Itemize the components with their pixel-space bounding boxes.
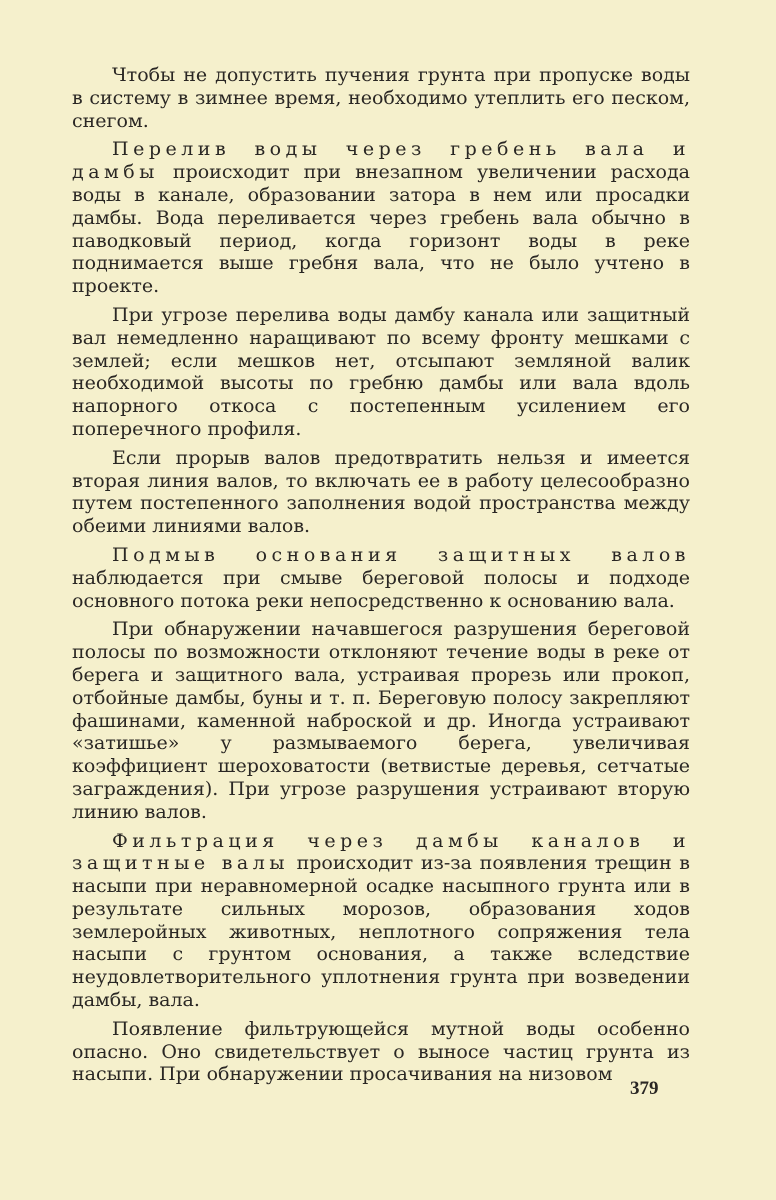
paragraph-7 <box>72 830 690 1012</box>
paragraph-3-text: При угрозе перелива воды дамбу канала или защитный вал немедленно наращивают по всему фронту мешками с землей; если мешков нет, отсыпают земляной валик необходимой высоты по гребню дамбы или вала вдоль напорного откоса с постепенным усилением его поперечного профиля. <box>72 303 690 440</box>
paragraph-7-text: происходит из-за появления трещин в насыпи при неравномерной осадке насыпного грунта или в результате сильных морозов, образования ходов землеройных животных, неплотного сопряжения тела насыпи с грунтом основания, а также вследствие неудовлетворительного уплотнения грунта при возведении дамбы, вала. <box>72 852 690 1012</box>
paragraph-3 <box>72 304 690 441</box>
paragraph-5 <box>72 544 690 612</box>
paragraph-6-text: При обнаружении начавшегося разрушения береговой полосы по возможности отклоняют течение воды в реке от берега и защитного вала, устраивая прорезь или прокоп, отбойные дамбы, буны и т. п. Береговую полосу закрепляют фашинами, каменной наброской и др. Иногда устраивают «затишье» у размываемого берега, увеличивая коэффициент шероховатости (ветвистые деревья, сетчатые заграждения). При угрозе разрушения устраивают вторую линию валов. <box>72 618 690 823</box>
paragraph-2 <box>72 138 690 298</box>
paragraph-8-text: Появление фильтрующейся мутной воды особенно опасно. Оно свидетельствует о выносе частиц грунта из насыпи. При обнаружении просачивания на низовом <box>72 1017 690 1086</box>
page-body <box>72 64 690 1092</box>
paragraph-5-text: наблюдается при смыве береговой полосы и подходе основного потока реки непосредственно к основанию вала. <box>72 566 690 612</box>
paragraph-5-heading: Подмыв основания защитных валов <box>112 543 690 566</box>
paragraph-4-text: Если прорыв валов предотвратить нельзя и имеется вторая линия валов, то включать ее в работу целесообразно путем постепенного заполнения водой пространства между обеими линиями валов. <box>72 446 690 538</box>
paragraph-6 <box>72 618 690 823</box>
paragraph-2-heading: Перелив воды через гребень вала и дамбы <box>72 138 690 184</box>
page-number: 379 <box>630 1078 659 1099</box>
paragraph-1 <box>72 64 690 132</box>
paragraph-1-text: Чтобы не допустить пучения грунта при пропуске воды в систему в зимнее время, необходимо утеплить его песком, снегом. <box>72 64 690 132</box>
paragraph-8 <box>72 1018 690 1086</box>
paragraph-2-text: происходит при внезапном увеличении расхода воды в канале, образовании затора в нем или просадки дамбы. Вода переливается через гребень вала обычно в паводковый период, когда горизонт воды в реке поднимается выше гребня вала, что не было учтено в проекте. <box>72 161 690 298</box>
paragraph-4 <box>72 447 690 538</box>
paragraph-7-heading: Фильтрация через дамбы каналов и защитные валы <box>72 829 690 875</box>
